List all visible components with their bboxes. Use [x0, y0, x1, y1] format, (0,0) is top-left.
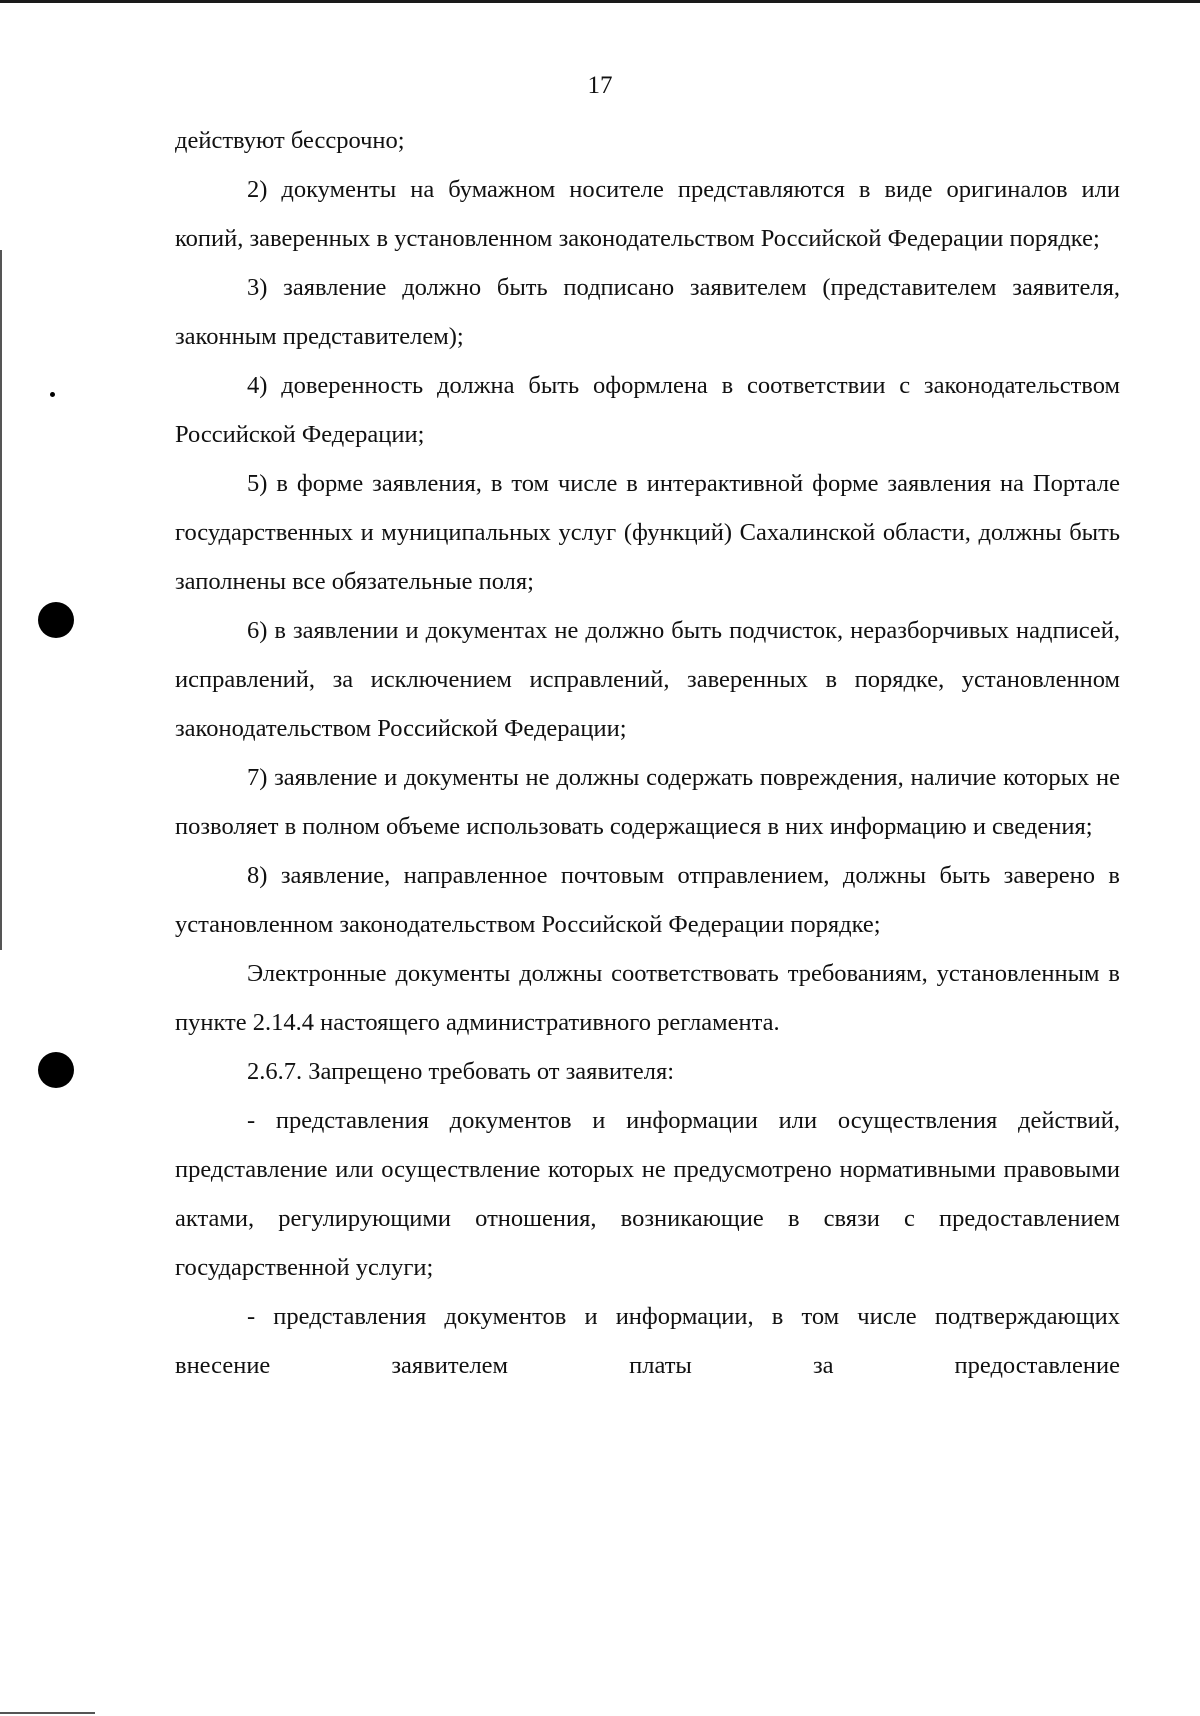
scan-speck	[50, 392, 55, 397]
punch-hole	[38, 602, 74, 638]
paragraph-item-2: 2) документы на бумажном носителе представляются в виде оригиналов или копий, заверенных в установленном законодательством Российской Федерации порядке;	[175, 176, 1120, 252]
paragraph-item-7: 7) заявление и документы не должны содержать повреждения, наличие которых не позволяет в полном объеме использовать содержащиеся в них информацию и сведения;	[175, 764, 1120, 840]
scan-left-edge	[0, 250, 2, 950]
paragraph-1: действуют бессрочно;	[175, 127, 405, 154]
scan-bottom-edge	[0, 1712, 95, 1714]
paragraph-item-5: 5) в форме заявления, в том числе в интерактивной форме заявления на Портале государственных и муниципальных услуг (функций) Сахалинской области, должны быть заполнены все обязательные поля;	[175, 470, 1120, 595]
paragraph-item-6: 6) в заявлении и документах не должно быть подчисток, неразборчивых надписей, исправлений, за исключением исправлений, заверенных в порядке, установленном законодательством Российской Федерации;	[175, 617, 1120, 742]
paragraph-item-4: 4) доверенность должна быть оформлена в соответствии с законодательством Российской Федерации;	[175, 372, 1120, 448]
section-heading-2-6-7: 2.6.7. Запрещено требовать от заявителя:	[247, 1058, 675, 1085]
paragraph-item-3: 3) заявление должно быть подписано заявителем (представителем заявителя, законным представителем);	[175, 274, 1120, 350]
paragraph-item-8: 8) заявление, направленное почтовым отправлением, должны быть заверено в установленном законодательством Российской Федерации порядке;	[175, 862, 1120, 938]
page-body	[175, 116, 1120, 1390]
paragraph-electronic-docs: Электронные документы должны соответствовать требованиям, установленным в пункте 2.14.4 настоящего административного регламента.	[175, 960, 1120, 1036]
scan-top-edge	[0, 0, 1200, 3]
punch-hole	[38, 1052, 74, 1088]
paragraph-dash-1: - представления документов и информации или осуществления действий, представление или осуществление которых не предусмотрено нормативными правовыми актами, регулирующими отношения, возникающие в связи с предоставлением государственной услуги;	[175, 1107, 1120, 1281]
page-number: 17	[587, 72, 613, 99]
paragraph-dash-2: - представления документов и информации, в том числе подтверждающих внесение заявителем платы за предоставление	[175, 1303, 1120, 1379]
